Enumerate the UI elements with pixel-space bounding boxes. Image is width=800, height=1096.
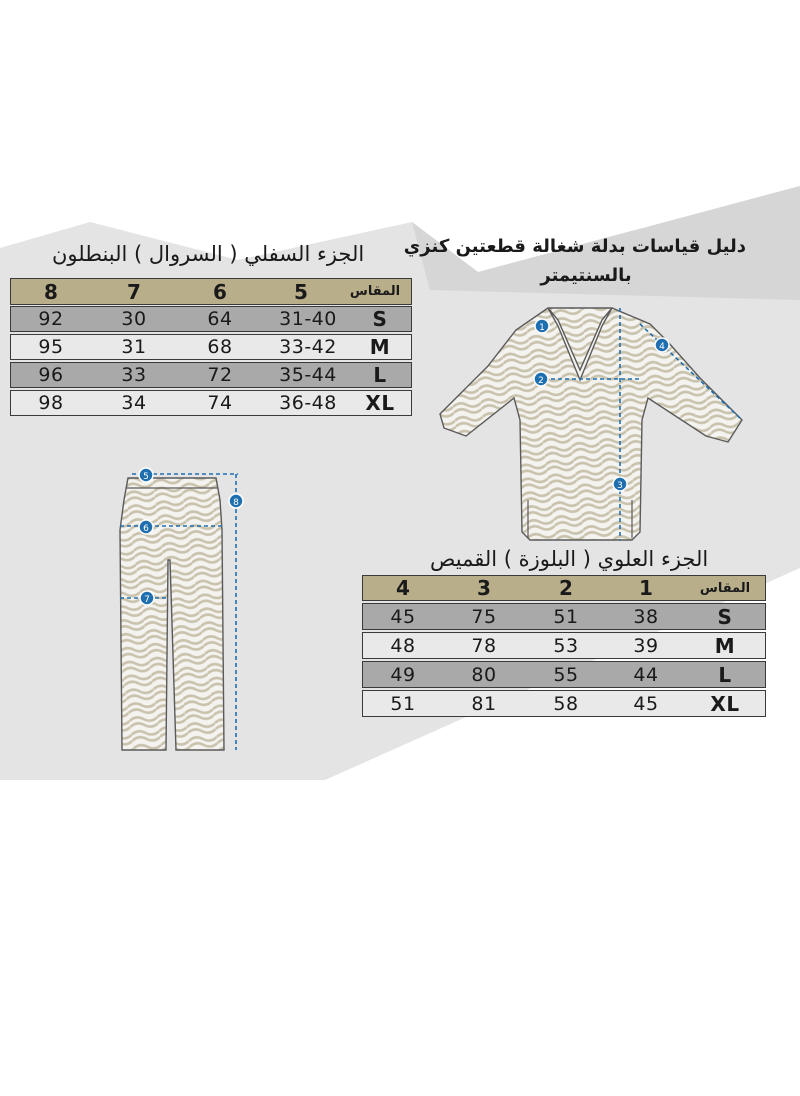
- main-title-line2: بالسنتيمتر: [540, 265, 632, 286]
- table-cell: 78: [471, 634, 497, 657]
- table-cell: 31: [121, 336, 147, 358]
- table-cell: 53: [553, 634, 579, 657]
- table-cell: 45: [633, 692, 659, 715]
- size-label: L: [373, 363, 387, 387]
- table-cell: 44: [633, 663, 659, 686]
- table-cell: 33: [121, 364, 147, 386]
- table-cell: 39: [633, 634, 659, 657]
- svg-text:2: 2: [538, 376, 544, 386]
- pants-col-5: 5: [294, 279, 308, 304]
- table-cell: 81: [471, 692, 497, 715]
- table-cell: 51: [553, 605, 579, 628]
- table-cell: 64: [207, 308, 233, 330]
- svg-text:8: 8: [233, 498, 239, 508]
- shirt-col-2: 2: [559, 576, 573, 600]
- shirt-col-3: 3: [477, 576, 491, 600]
- pants-marker-6: [139, 520, 153, 534]
- main-title-line1: دليل قياسات بدلة شغالة قطعتين كنزي: [403, 236, 746, 257]
- pants-size-label: المقاس: [349, 284, 401, 299]
- pants-marker-5: [139, 468, 153, 482]
- svg-text:4: 4: [659, 342, 665, 352]
- pants-col-7: 7: [127, 279, 141, 304]
- shirt-size-label: المقاس: [699, 580, 751, 596]
- shirt-col-1: 1: [639, 576, 653, 600]
- table-cell: 96: [38, 364, 64, 386]
- table-cell: 35-44: [279, 364, 337, 386]
- size-label: M: [369, 335, 391, 359]
- table-cell: 80: [471, 663, 497, 686]
- table-cell: 30: [121, 308, 147, 330]
- size-label: M: [714, 633, 736, 658]
- pants-col-8: 8: [44, 279, 58, 304]
- table-cell: 92: [38, 308, 64, 330]
- svg-text:1: 1: [539, 323, 545, 333]
- table-cell: 95: [38, 336, 64, 358]
- shirt-title: الجزء العلوي ( البلوزة ) القميص: [430, 547, 709, 571]
- size-label: XL: [710, 691, 740, 716]
- table-cell: 68: [207, 336, 233, 358]
- size-label: L: [718, 662, 732, 687]
- table-cell: 58: [553, 692, 579, 715]
- table-cell: 55: [553, 663, 579, 686]
- table-cell: 34: [121, 392, 147, 414]
- pants-marker-7: [140, 591, 154, 605]
- table-cell: 98: [38, 392, 64, 414]
- pants-col-6: 6: [213, 279, 227, 304]
- table-cell: 49: [390, 663, 416, 686]
- table-cell: 72: [207, 364, 233, 386]
- table-cell: 31-40: [279, 308, 337, 330]
- pants-shape: [120, 478, 224, 750]
- svg-text:7: 7: [144, 595, 150, 605]
- svg-text:6: 6: [143, 524, 149, 534]
- table-cell: 75: [471, 605, 497, 628]
- table-cell: 51: [390, 692, 416, 715]
- pants-marker-8: [229, 494, 243, 508]
- table-cell: 36-48: [279, 392, 337, 414]
- svg-text:5: 5: [143, 472, 149, 482]
- table-cell: 38: [633, 605, 659, 628]
- pants-title: الجزء السفلي ( السروال ) البنطلون: [52, 242, 365, 266]
- svg-text:3: 3: [617, 481, 623, 491]
- size-label: S: [717, 604, 733, 629]
- shirt-col-4: 4: [396, 576, 410, 600]
- table-cell: 74: [207, 392, 233, 414]
- size-label: XL: [365, 391, 395, 415]
- table-cell: 48: [390, 634, 416, 657]
- size-label: S: [372, 307, 388, 331]
- table-cell: 33-42: [279, 336, 337, 358]
- table-cell: 45: [390, 605, 416, 628]
